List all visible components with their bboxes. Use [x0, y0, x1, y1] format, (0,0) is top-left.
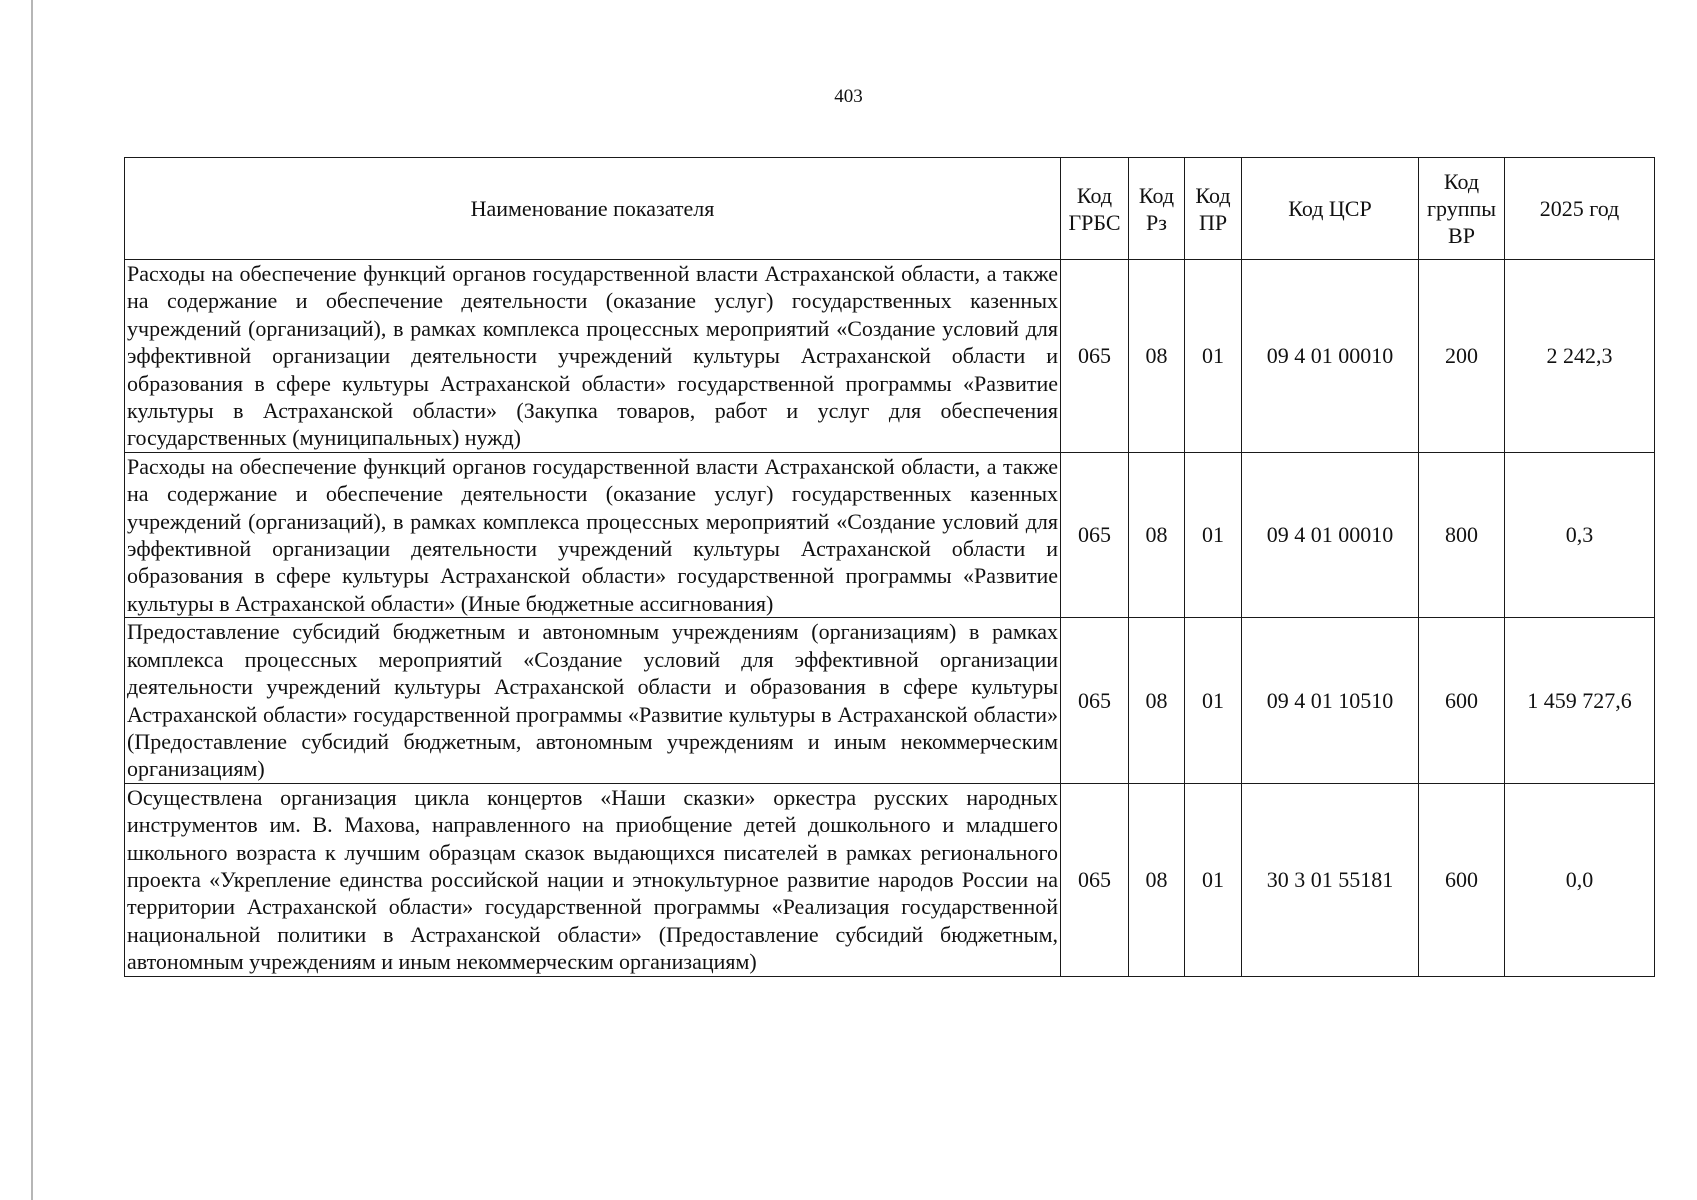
- header-rz: Код Рз: [1129, 158, 1185, 260]
- row-pr: 01: [1185, 260, 1242, 453]
- row-csr: 09 4 01 00010: [1242, 260, 1419, 453]
- row-name: Расходы на обеспечение функций органов государственной власти Астраханской области, а также на содержание и обеспечение деятельности (оказание услуг) государственных казенных учреждений (организаций), в рамках комплекса процессных мероприятий «Создание условий для эффективной организации деятельности учреждений культуры Астраханской области и образования в сфере культуры Астраханской области» государственной программы «Развитие культуры в Астраханской области» (Закупка товаров, работ и услуг для обеспечения государственных (муниципальных) нужд): [125, 260, 1061, 453]
- table-header-row: [125, 158, 1655, 260]
- row-csr: 30 3 01 55181: [1242, 783, 1419, 976]
- table-row: [125, 783, 1655, 976]
- row-amount: 1 459 727,6: [1505, 618, 1655, 783]
- row-rz: 08: [1129, 260, 1185, 453]
- header-csr: Код ЦСР: [1242, 158, 1419, 260]
- row-grbs: 065: [1061, 452, 1129, 617]
- row-vr: 800: [1419, 452, 1505, 617]
- header-pr: Код ПР: [1185, 158, 1242, 260]
- header-grbs: Код ГРБС: [1061, 158, 1129, 260]
- header-name: Наименование показателя: [125, 158, 1061, 260]
- row-csr: 09 4 01 10510: [1242, 618, 1419, 783]
- row-amount: 0,0: [1505, 783, 1655, 976]
- row-rz: 08: [1129, 618, 1185, 783]
- budget-table: [124, 157, 1655, 977]
- table-row: [125, 618, 1655, 783]
- row-name: Предоставление субсидий бюджетным и автономным учреждениям (организациям) в рамках комплекса процессных мероприятий «Создание условий для эффективной организации деятельности учреждений культуры Астраханской области и образования в сфере культуры Астраханской области» государственной программы «Развитие культуры в Астраханской области» (Предоставление субсидий бюджетным, автономным учреждениям и иным некоммерческим организациям): [125, 618, 1061, 783]
- row-pr: 01: [1185, 452, 1242, 617]
- header-vr: Код группы ВР: [1419, 158, 1505, 260]
- row-amount: 0,3: [1505, 452, 1655, 617]
- table-row: [125, 452, 1655, 617]
- row-name: Расходы на обеспечение функций органов государственной власти Астраханской области, а также на содержание и обеспечение деятельности (оказание услуг) государственных казенных учреждений (организаций), в рамках комплекса процессных мероприятий «Создание условий для эффективной организации деятельности учреждений культуры Астраханской области и образования в сфере культуры Астраханской области» государственной программы «Развитие культуры в Астраханской области» (Иные бюджетные ассигнования): [125, 452, 1061, 617]
- row-grbs: 065: [1061, 783, 1129, 976]
- header-year: 2025 год: [1505, 158, 1655, 260]
- row-pr: 01: [1185, 783, 1242, 976]
- row-vr: 200: [1419, 260, 1505, 453]
- row-name: Осуществлена организация цикла концертов «Наши сказки» оркестра русских народных инструментов им. В. Махова, направленного на приобщение детей дошкольного и младшего школьного возраста к лучшим образцам сказок выдающихся писателей в рамках регионального проекта «Укрепление единства российской нации и этнокультурное развитие народов России на территории Астраханской области» государственной программы «Реализация государственной национальной политики в Астраханской области» (Предоставление субсидий бюджетным, автономным учреждениям и иным некоммерческим организациям): [125, 783, 1061, 976]
- row-rz: 08: [1129, 452, 1185, 617]
- row-amount: 2 242,3: [1505, 260, 1655, 453]
- table-row: [125, 260, 1655, 453]
- page-number: 403: [834, 86, 863, 107]
- row-rz: 08: [1129, 783, 1185, 976]
- row-grbs: 065: [1061, 260, 1129, 453]
- row-vr: 600: [1419, 783, 1505, 976]
- row-vr: 600: [1419, 618, 1505, 783]
- row-csr: 09 4 01 00010: [1242, 452, 1419, 617]
- row-pr: 01: [1185, 618, 1242, 783]
- scan-edge-line: [31, 0, 33, 1200]
- row-grbs: 065: [1061, 618, 1129, 783]
